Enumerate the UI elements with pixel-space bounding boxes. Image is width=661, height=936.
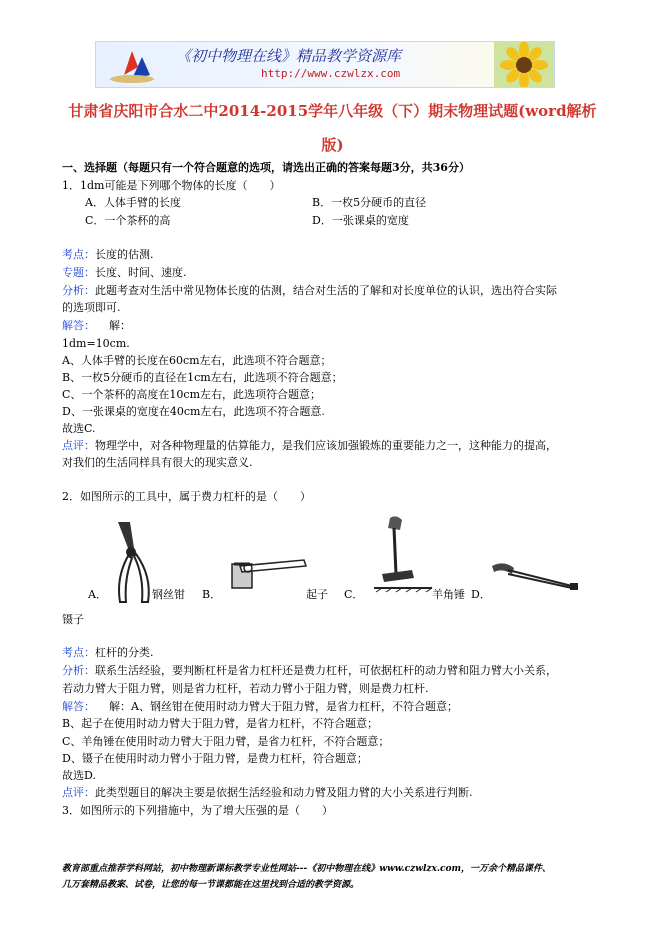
q2-fenxi-cont: 若动力臂大于阻力臂，则是省力杠杆，若动力臂小于阻力臂，则是费力杠杆. [62, 682, 429, 695]
q1-line: D、一张课桌的宽度在40cm左右，此选项不符合题意. [62, 405, 325, 418]
claw-hammer-icon [372, 514, 434, 596]
q2-line: D、镊子在使用时动力臂小于阻力臂，是费力杠杆，符合题意； [62, 752, 368, 765]
jieda-head: 解： [109, 319, 131, 332]
q1-kaodian [62, 245, 154, 264]
banner-url: http://www.czwlzx.com [261, 67, 401, 80]
q2-line: C、羊角锤在使用时动力臂大于阻力臂，是省力杠杆，不符合题意； [62, 735, 390, 748]
section-heading: 一、选择题（每题只有一个符合题意的选项，请选出正确的答案每题3分，共36分） [62, 161, 470, 174]
dianping-label: 点评： [62, 439, 95, 452]
dianping-label: 点评： [62, 786, 95, 799]
page-footer [62, 861, 607, 893]
q1-option-d: D．一张课桌的宽度 [312, 214, 409, 227]
q1-fenxi [62, 281, 557, 300]
q2-name-c: 羊角锤 [432, 588, 465, 601]
q1-line: 1dm=10cm. [62, 337, 130, 350]
q3-stem: 3．如图所示的下列措施中，为了增大压强的是（ ） [62, 804, 333, 817]
header-banner [95, 41, 555, 88]
q2-option-b: B． [202, 588, 222, 601]
footer-line: 教育部重点推荐学科网站，初中物理新课标教学专业性网站---《初中物理在线》www.czwlzx.com，一万余个精品课件、 [62, 864, 552, 874]
q1-zhuanti [62, 263, 187, 282]
pliers-icon [108, 518, 158, 604]
jieda-label: 解答： [62, 319, 95, 332]
q1-dianping-cont: 对我们的生活同样具有很大的现实意义. [62, 456, 253, 469]
q2-option-a: A． [88, 588, 107, 601]
kaodian-text: 长度的估测. [95, 248, 154, 261]
q2-option-c: C． [344, 588, 364, 601]
footer-line: 几万套精品教案、试卷，让您的每一节课都能在这里找到合适的教学资源。 [62, 880, 360, 890]
q1-answer: 故选C. [62, 422, 96, 435]
q1-line: B、一枚5分硬币的直径在1cm左右，此选项不符合题意； [62, 371, 343, 384]
zhuanti-text: 长度、时间、速度. [95, 266, 187, 279]
q2-kaodian [62, 643, 154, 662]
sunflower-icon [494, 42, 554, 87]
kaodian-text: 杠杆的分类. [95, 646, 154, 659]
jieda-label: 解答： [62, 700, 95, 713]
fenxi-text: 此题考查对生活中常见物体长度的估测，结合对生活的了解和对长度单位的认识，选出符合实际 [95, 284, 557, 297]
q2-name-b: 起子 [306, 588, 328, 601]
dianping-text: 物理学中，对各种物理量的估算能力，是我们应该加强锻炼的重要能力之一，这种能力的提高， [95, 439, 557, 452]
q1-option-a: A．人体手臂的长度 [85, 196, 181, 209]
q1-stem: 1．1dm可能是下列哪个物体的长度（ ） [62, 179, 281, 192]
fenxi-label: 分析： [62, 284, 95, 297]
document-title: 甘肃省庆阳市合水二中2014-2015学年八年级（下）期末物理试题(word解析版) [68, 102, 597, 154]
jieda-text: 解：A、钢丝钳在使用时动力臂大于阻力臂，是省力杠杆，不符合题意； [109, 700, 458, 713]
q2-option-d: D． [471, 588, 491, 601]
kaodian-label: 考点： [62, 248, 95, 261]
q2-line: B、起子在使用时动力臂大于阻力臂，是省力杠杆，不符合题意； [62, 717, 379, 730]
q2-fenxi [62, 661, 557, 680]
q1-option-b: B．一枚5分硬币的直径 [312, 196, 427, 209]
site-logo [102, 45, 164, 85]
q2-name-d: 镊子 [62, 613, 84, 626]
q2-stem: 2．如图所示的工具中，属于费力杠杆的是（ ） [62, 490, 311, 503]
q1-line: A、人体手臂的长度在60cm左右，此选项不符合题意； [62, 354, 332, 367]
q1-line: C、一个茶杯的高度在10cm左右，此选项符合题意； [62, 388, 322, 401]
dianping-text: 此类型题目的解决主要是依据生活经验和动力臂及阻力臂的大小关系进行判断. [95, 786, 473, 799]
q1-fenxi-cont: 的选项即可. [62, 301, 121, 314]
q1-jieda [62, 316, 131, 335]
fenxi-text: 联系生活经验，要判断杠杆是省力杠杆还是费力杠杆，可依据杠杆的动力臂和阻力臂大小关系， [95, 664, 557, 677]
zhuanti-label: 专题： [62, 266, 95, 279]
tweezers-icon [488, 556, 580, 592]
kaodian-label: 考点： [62, 646, 95, 659]
banner-title: 《初中物理在线》精品教学资源库 [176, 47, 402, 65]
q2-name-a: 钢丝钳 [152, 588, 185, 601]
q2-dianping [62, 783, 473, 802]
q1-option-c: C．一个茶杯的高 [85, 214, 171, 227]
bottle-opener-icon [228, 556, 308, 590]
q2-answer: 故选D. [62, 769, 96, 782]
fenxi-label: 分析： [62, 664, 95, 677]
